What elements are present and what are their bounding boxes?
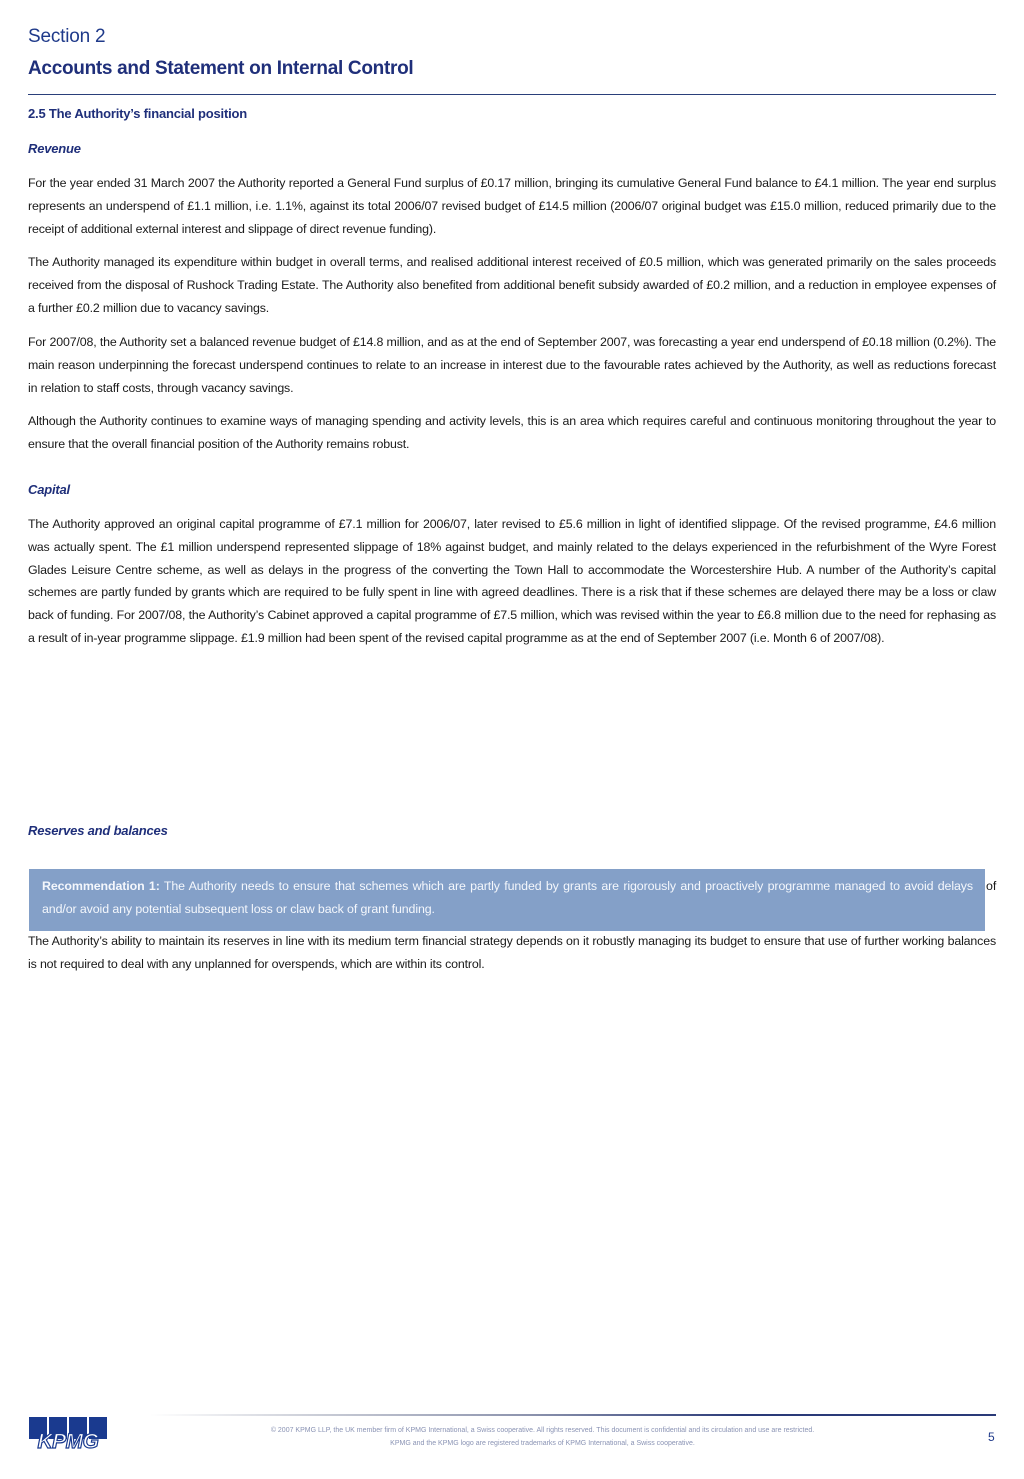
logo-wordmark: KPMG <box>37 1430 99 1450</box>
kpmg-logo <box>25 1417 112 1450</box>
revenue-paragraph: For 2007/08, the Authority set a balanced revenue budget of £14.8 million, and as at the end of September 2007, was forecasting a year end underspend of £0.18 million (0.2%). The main reason underpinning the forecast underspend continues to relate to an increase in interest due to the favourable rates achieved by the Authority, as well as reductions forecast in relation to staff costs, through vacancy savings. <box>28 335 996 395</box>
overflow-text-fragment: of <box>986 879 997 893</box>
capital-heading: Capital <box>28 482 70 497</box>
revenue-paragraph: For the year ended 31 March 2007 the Authority reported a General Fund surplus of £0.17 million, bringing its cumulative General Fund balance to £4.1 million. The year end surplus represents an underspend of £1.1 million, i.e. 1.1%, against its total 2006/07 revised budget of £14.5 million (2006/07 original budget was £15.0 million, reduced primarily due to the receipt of additional external interest and slippage of direct revenue funding). <box>28 176 996 236</box>
footer-copyright <box>255 1425 830 1450</box>
subsection-heading: 2.5 The Authority’s financial position <box>28 106 247 121</box>
revenue-paragraph: Although the Authority continues to examine ways of managing spending and activity levels, this is an area which requires careful and continuous monitoring throughout the year to ensure that the overall financial position of the Authority remains robust. <box>28 414 996 451</box>
recommendation-box <box>29 869 985 931</box>
revenue-paragraph: The Authority managed its expenditure within budget in overall terms, and realised additional interest received of £0.5 million, which was generated primarily on the sales proceeds received from the disposal of Rushock Trading Estate. The Authority also benefited from additional benefit subsidy awarded of £0.2 million, and a reduction in employee expenses of a further £0.2 million due to vacancy savings. <box>28 255 996 315</box>
title-divider <box>28 94 996 95</box>
trademark-line: KPMG and the KPMG logo are registered trademarks of KPMG International, a Swiss cooperative. <box>390 1439 695 1447</box>
footer-divider <box>150 1414 996 1416</box>
recommendation-label: Recommendation 1: <box>42 879 160 893</box>
page-number: 5 <box>988 1430 995 1444</box>
page-title: Accounts and Statement on Internal Control <box>28 58 414 79</box>
recommendation-text: The Authority needs to ensure that schemes which are partly funded by grants are rigorously and proactively programme managed to avoid delays and/or avoid any potential subsequent loss or claw back of grant funding. <box>42 879 973 916</box>
capital-paragraph: The Authority approved an original capital programme of £7.1 million for 2006/07, later revised to £5.6 million in light of identified slippage. Of the revised programme, £4.6 million was actually spent. The £1 million underspend represented slippage of 18% against budget, and mainly related to the delays experienced in the refurbishment of the Wyre Forest Glades Leisure Centre scheme, as well as delays in the progress of the converting the Town Hall to accommodate the Worcestershire Hub. A number of the Authority’s capital schemes are partly funded by grants which are required to be fully spent in line with agreed deadlines. There is a risk that if these schemes are delayed there may be a loss or claw back of funding. For 2007/08, the Authority’s Cabinet approved a capital programme of £7.5 million, which was revised within the year to £6.8 million due to the need for rephasing as a result of in-year programme slippage. £1.9 million had been spent of the revised capital programme as at the end of September 2007 (i.e. Month 6 of 2007/08). <box>28 517 996 645</box>
reserves-paragraph: The Authority’s ability to maintain its reserves in line with its medium term financial strategy depends on it robustly managing its budget to ensure that use of further working balances is not required to deal with any unplanned for overspends, which are within its control. <box>28 934 996 971</box>
copyright-line: © 2007 KPMG LLP, the UK member firm of KPMG International, a Swiss cooperative. All rights reserved. This document is confidential and its circulation and use are restricted. <box>270 1427 815 1434</box>
revenue-heading: Revenue <box>28 141 81 156</box>
section-label: Section 2 <box>28 26 106 47</box>
reserves-heading: Reserves and balances <box>28 823 168 838</box>
